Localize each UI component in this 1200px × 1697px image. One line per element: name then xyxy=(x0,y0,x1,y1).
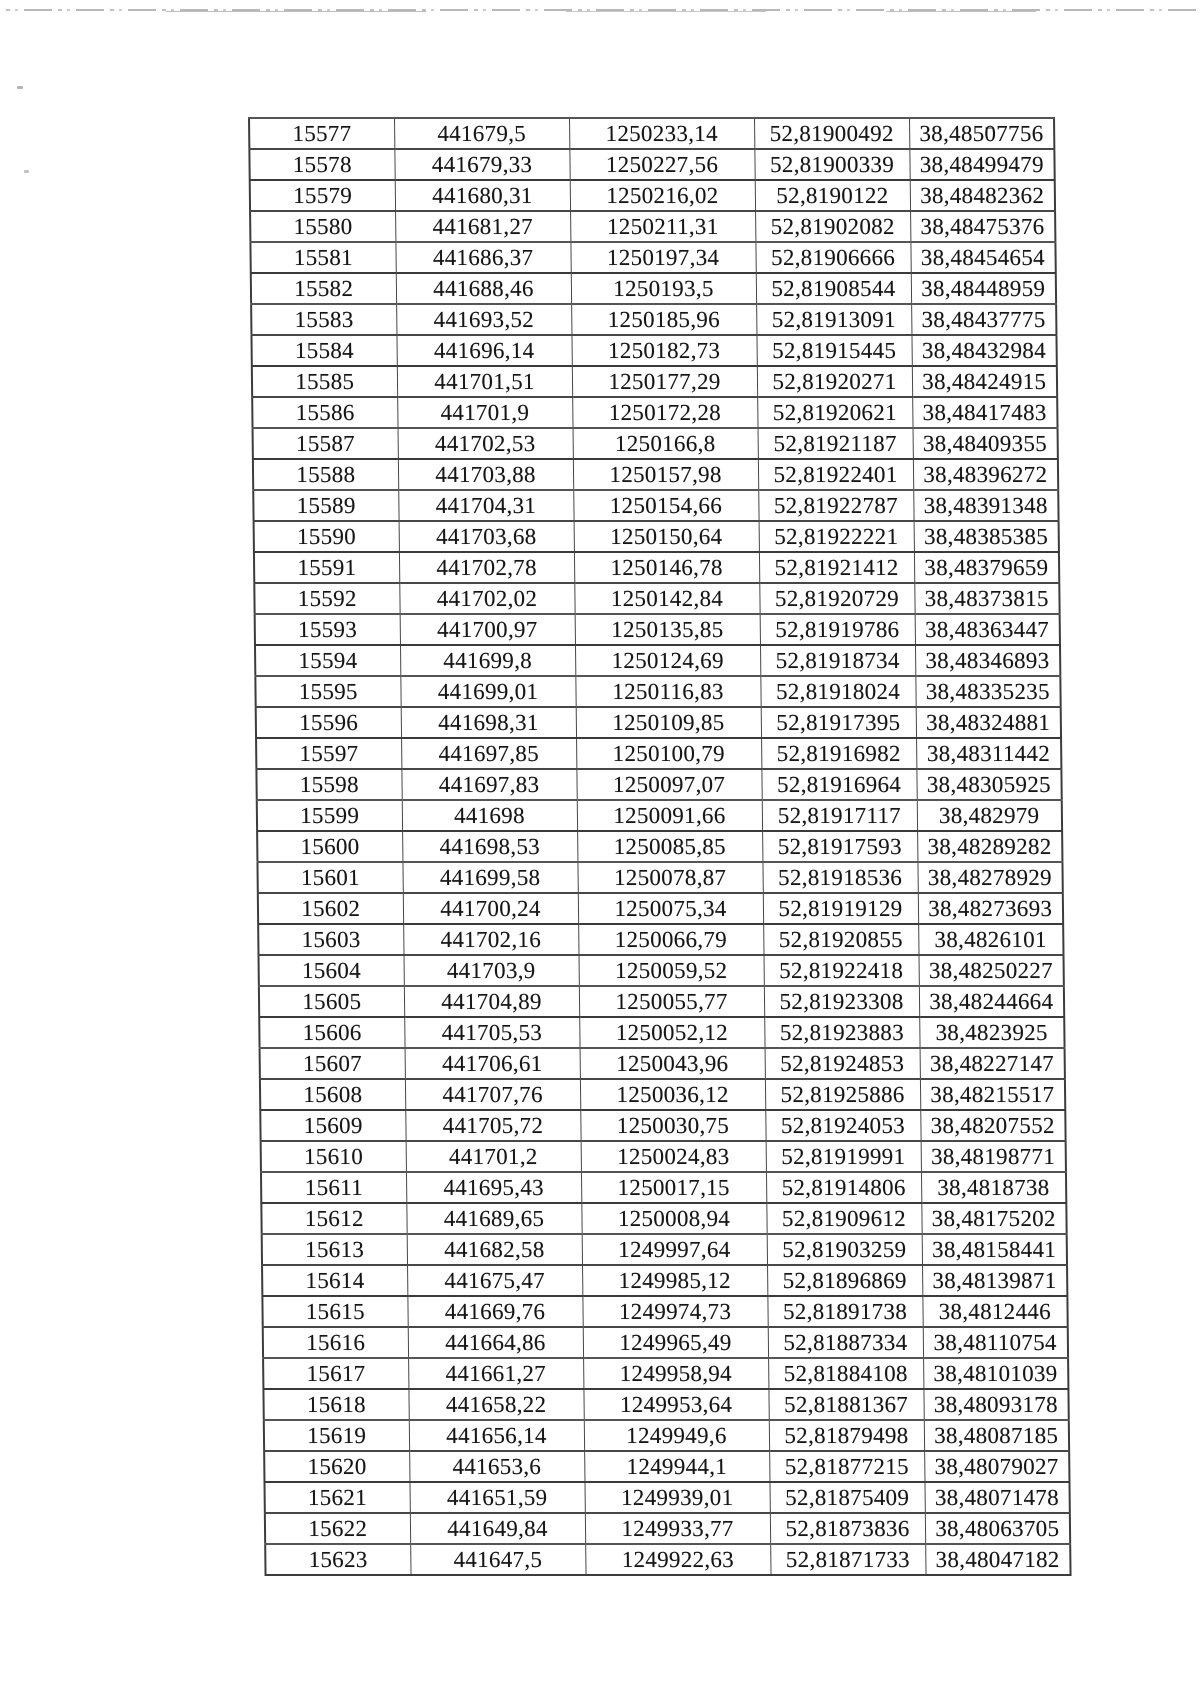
table-cell: 1249958,94 xyxy=(583,1358,768,1389)
table-row xyxy=(252,397,1057,428)
table-cell: 15613 xyxy=(262,1234,407,1265)
table-cell: 441651,59 xyxy=(409,1482,584,1513)
table-row xyxy=(264,1420,1069,1451)
scan-artifact-speck xyxy=(24,170,29,173)
table-cell: 38,4826101 xyxy=(918,924,1063,955)
table-cell: 441705,53 xyxy=(404,1017,579,1048)
table-cell: 15618 xyxy=(263,1389,408,1420)
table-row xyxy=(256,707,1061,738)
table-cell: 441699,8 xyxy=(400,645,575,676)
table-row xyxy=(263,1358,1068,1389)
table-cell: 38,48139871 xyxy=(922,1265,1067,1296)
table-cell: 15611 xyxy=(261,1172,406,1203)
table-cell: 1250193,5 xyxy=(571,273,756,304)
table-cell: 38,48424915 xyxy=(912,366,1057,397)
table-cell: 1250216,02 xyxy=(570,180,755,211)
table-row xyxy=(260,1110,1065,1141)
table-cell: 38,48087185 xyxy=(924,1420,1069,1451)
table-row xyxy=(254,521,1059,552)
table-cell: 1250135,85 xyxy=(575,614,760,645)
table-row xyxy=(256,769,1061,800)
table-cell: 441686,37 xyxy=(395,242,570,273)
table-cell: 441705,72 xyxy=(405,1110,580,1141)
table-cell: 15596 xyxy=(256,707,401,738)
table-cell: 52,81871733 xyxy=(770,1544,925,1575)
table-cell: 15590 xyxy=(254,521,399,552)
table-cell: 441699,58 xyxy=(402,862,577,893)
table-cell: 38,48071478 xyxy=(924,1482,1069,1513)
table-cell: 441701,2 xyxy=(406,1141,581,1172)
table-row xyxy=(257,800,1062,831)
table-cell: 38,48215517 xyxy=(920,1079,1065,1110)
table-cell: 15604 xyxy=(259,955,404,986)
scan-artifact-speck xyxy=(17,86,23,89)
table-cell: 38,48110754 xyxy=(923,1327,1068,1358)
table-row xyxy=(255,614,1060,645)
table-cell: 38,48396272 xyxy=(913,459,1058,490)
table-row xyxy=(249,149,1054,180)
table-row xyxy=(257,862,1062,893)
table-cell: 441697,85 xyxy=(401,738,576,769)
table-cell: 441699,01 xyxy=(400,676,575,707)
table-row xyxy=(258,893,1063,924)
table-cell: 15591 xyxy=(254,552,399,583)
table-cell: 38,48324881 xyxy=(916,707,1061,738)
table-cell: 1249985,12 xyxy=(582,1265,767,1296)
table-cell: 52,81921412 xyxy=(759,552,914,583)
table-cell: 15621 xyxy=(264,1482,409,1513)
table-cell: 38,48175202 xyxy=(921,1203,1066,1234)
table-cell: 441703,88 xyxy=(398,459,573,490)
table-cell: 38,48079027 xyxy=(924,1451,1069,1482)
table-cell: 52,81917395 xyxy=(761,707,916,738)
table-cell: 52,81922221 xyxy=(759,521,914,552)
table-cell: 441703,9 xyxy=(404,955,579,986)
table-cell: 38,48273693 xyxy=(918,893,1063,924)
table-cell: 15619 xyxy=(264,1420,409,1451)
table-cell: 52,81918734 xyxy=(760,645,915,676)
table-cell: 441658,22 xyxy=(408,1389,583,1420)
table-cell: 1250036,12 xyxy=(580,1079,765,1110)
table-cell: 15615 xyxy=(262,1296,407,1327)
table-cell: 52,81920729 xyxy=(759,583,914,614)
table-cell: 1250085,85 xyxy=(577,831,762,862)
table-cell: 1249974,73 xyxy=(582,1296,767,1327)
table-cell: 15600 xyxy=(257,831,402,862)
table-cell: 441653,6 xyxy=(409,1451,584,1482)
table-cell: 1250024,83 xyxy=(581,1141,766,1172)
table-cell: 52,81915445 xyxy=(756,335,911,366)
table-cell: 1249944,1 xyxy=(584,1451,769,1482)
table-cell: 15606 xyxy=(259,1017,404,1048)
table-cell: 441669,76 xyxy=(407,1296,582,1327)
table-row xyxy=(255,676,1060,707)
table-cell: 1250097,07 xyxy=(576,769,761,800)
table-row xyxy=(263,1327,1068,1358)
table-cell: 15594 xyxy=(255,645,400,676)
table-cell: 52,81916964 xyxy=(761,769,916,800)
table-cell: 15580 xyxy=(250,211,395,242)
table-cell: 52,81920271 xyxy=(757,366,912,397)
table-cell: 1250030,75 xyxy=(580,1110,765,1141)
table-cell: 52,81879498 xyxy=(769,1420,924,1451)
table-cell: 1250055,77 xyxy=(579,986,764,1017)
table-cell: 1249997,64 xyxy=(582,1234,767,1265)
table-cell: 52,81919786 xyxy=(760,614,915,645)
table-cell: 1249933,77 xyxy=(585,1513,770,1544)
table-cell: 1250109,85 xyxy=(576,707,761,738)
table-row xyxy=(260,1079,1065,1110)
table-cell: 38,48335235 xyxy=(915,676,1060,707)
table-cell: 52,81896869 xyxy=(767,1265,922,1296)
table-cell: 15598 xyxy=(256,769,401,800)
table-row xyxy=(251,273,1056,304)
table-cell: 441647,5 xyxy=(410,1544,585,1575)
table-cell: 15588 xyxy=(253,459,398,490)
table-cell: 15620 xyxy=(264,1451,409,1482)
table-cell: 15605 xyxy=(259,986,404,1017)
table-cell: 441679,33 xyxy=(394,149,569,180)
table-row xyxy=(260,1048,1065,1079)
table-row xyxy=(261,1172,1066,1203)
table-cell: 15609 xyxy=(260,1110,405,1141)
table-cell: 38,48448959 xyxy=(911,273,1056,304)
table-cell: 38,48305925 xyxy=(916,769,1061,800)
table-row xyxy=(252,366,1057,397)
table-cell: 1250185,96 xyxy=(571,304,756,335)
table-body xyxy=(249,118,1071,1575)
table-cell: 38,4812446 xyxy=(922,1296,1067,1327)
table-cell: 441702,53 xyxy=(398,428,573,459)
table-cell: 38,48063705 xyxy=(925,1513,1070,1544)
table-cell: 52,81891738 xyxy=(767,1296,922,1327)
table-cell: 1250177,29 xyxy=(572,366,757,397)
table-cell: 1250091,66 xyxy=(577,800,762,831)
table-cell: 38,48207552 xyxy=(920,1110,1065,1141)
table-cell: 1250142,84 xyxy=(574,583,759,614)
table-cell: 15607 xyxy=(260,1048,405,1079)
table-cell: 441693,52 xyxy=(396,304,571,335)
table-row xyxy=(264,1482,1069,1513)
table-row xyxy=(253,490,1058,521)
table-cell: 38,48363447 xyxy=(915,614,1060,645)
table-cell: 15601 xyxy=(257,862,402,893)
table-cell: 38,48198771 xyxy=(921,1141,1066,1172)
table-cell: 38,48379659 xyxy=(914,552,1059,583)
table-row xyxy=(265,1513,1070,1544)
table-row xyxy=(265,1544,1070,1575)
table-cell: 52,81925886 xyxy=(765,1079,920,1110)
table-cell: 52,81923308 xyxy=(764,986,919,1017)
table-cell: 52,81924053 xyxy=(765,1110,920,1141)
table-cell: 15597 xyxy=(256,738,401,769)
table-cell: 1250052,12 xyxy=(579,1017,764,1048)
table-cell: 38,4823925 xyxy=(919,1017,1064,1048)
table-cell: 15581 xyxy=(250,242,395,273)
table-cell: 441680,31 xyxy=(395,180,570,211)
table-cell: 1250017,15 xyxy=(581,1172,766,1203)
table-cell: 52,81906666 xyxy=(755,242,910,273)
table-cell: 38,48289282 xyxy=(917,831,1062,862)
table-cell: 15595 xyxy=(255,676,400,707)
table-row xyxy=(262,1296,1067,1327)
table-cell: 1250043,96 xyxy=(580,1048,765,1079)
table-cell: 441682,58 xyxy=(407,1234,582,1265)
table-row xyxy=(259,986,1064,1017)
table-cell: 52,81908544 xyxy=(756,273,911,304)
table-row xyxy=(251,304,1056,335)
table-cell: 38,48391348 xyxy=(913,490,1058,521)
table-cell: 15612 xyxy=(261,1203,406,1234)
table-cell: 15617 xyxy=(263,1358,408,1389)
table-cell: 441689,65 xyxy=(406,1203,581,1234)
table-cell: 15614 xyxy=(262,1265,407,1296)
table-cell: 441649,84 xyxy=(410,1513,585,1544)
table-cell: 52,81920621 xyxy=(757,397,912,428)
table-cell: 52,81900492 xyxy=(754,118,909,149)
table-cell: 1250146,78 xyxy=(574,552,759,583)
table-row xyxy=(262,1234,1067,1265)
table-cell: 52,81903259 xyxy=(767,1234,922,1265)
table-cell: 1249939,01 xyxy=(584,1482,769,1513)
table-cell: 52,81900339 xyxy=(754,149,909,180)
table-cell: 38,48432984 xyxy=(911,335,1056,366)
table-cell: 441697,83 xyxy=(401,769,576,800)
table-cell: 38,48227147 xyxy=(920,1048,1065,1079)
table-cell: 38,48482362 xyxy=(910,180,1055,211)
table-cell: 1250182,73 xyxy=(571,335,756,366)
table-cell: 1250172,28 xyxy=(572,397,757,428)
table-cell: 38,48346893 xyxy=(915,645,1060,676)
table-cell: 15622 xyxy=(265,1513,410,1544)
table-cell: 441679,5 xyxy=(394,118,569,149)
table-row xyxy=(262,1265,1067,1296)
table-cell: 38,48158441 xyxy=(922,1234,1067,1265)
table-cell: 1250227,56 xyxy=(569,149,754,180)
table-row xyxy=(257,831,1062,862)
table-cell: 1250078,87 xyxy=(577,862,762,893)
table-cell: 52,81923883 xyxy=(764,1017,919,1048)
table-cell: 15579 xyxy=(250,180,395,211)
table-cell: 1250150,64 xyxy=(574,521,759,552)
table-cell: 38,48409355 xyxy=(913,428,1058,459)
table-cell: 1249922,63 xyxy=(585,1544,770,1575)
table-row xyxy=(264,1451,1069,1482)
table-cell: 52,81921187 xyxy=(758,428,913,459)
table-cell: 441704,89 xyxy=(404,986,579,1017)
table-cell: 15582 xyxy=(251,273,396,304)
table-cell: 441700,24 xyxy=(403,893,578,924)
table-row xyxy=(249,118,1054,149)
table-cell: 52,81913091 xyxy=(756,304,911,335)
table-cell: 52,81918536 xyxy=(762,862,917,893)
table-row xyxy=(258,924,1063,955)
scan-artifact-line xyxy=(6,9,1196,12)
table-row xyxy=(259,955,1064,986)
table-cell: 52,81919129 xyxy=(763,893,918,924)
data-table-container xyxy=(248,117,1072,1576)
table-cell: 1250116,83 xyxy=(575,676,760,707)
table-cell: 52,81875409 xyxy=(769,1482,924,1513)
table-cell: 1249949,6 xyxy=(584,1420,769,1451)
table-cell: 52,81902082 xyxy=(755,211,910,242)
table-cell: 38,48101039 xyxy=(923,1358,1068,1389)
table-cell: 441698,31 xyxy=(401,707,576,738)
table-row xyxy=(250,180,1055,211)
table-cell: 1249953,64 xyxy=(583,1389,768,1420)
table-cell: 15602 xyxy=(258,893,403,924)
table-cell: 38,48244664 xyxy=(919,986,1064,1017)
table-cell: 1250233,14 xyxy=(569,118,754,149)
table-cell: 1249965,49 xyxy=(583,1327,768,1358)
table-cell: 441704,31 xyxy=(398,490,573,521)
table-cell: 52,81877215 xyxy=(769,1451,924,1482)
table-row xyxy=(254,552,1059,583)
table-row xyxy=(255,645,1060,676)
table-cell: 52,81873836 xyxy=(770,1513,925,1544)
table-cell: 15623 xyxy=(265,1544,410,1575)
table-cell: 15587 xyxy=(253,428,398,459)
table-cell: 38,48278929 xyxy=(917,862,1062,893)
table-cell: 52,81920855 xyxy=(763,924,918,955)
table-cell: 52,81922787 xyxy=(758,490,913,521)
table-cell: 441702,16 xyxy=(403,924,578,955)
table-cell: 52,8190122 xyxy=(755,180,910,211)
table-cell: 441698 xyxy=(402,800,577,831)
table-cell: 441702,02 xyxy=(399,583,574,614)
table-row xyxy=(253,428,1058,459)
table-cell: 1250166,8 xyxy=(573,428,758,459)
table-cell: 38,48454654 xyxy=(910,242,1055,273)
table-cell: 52,81919991 xyxy=(766,1141,921,1172)
table-cell: 1250157,98 xyxy=(573,459,758,490)
table-row xyxy=(259,1017,1064,1048)
table-cell: 52,81917593 xyxy=(762,831,917,862)
table-cell: 38,48311442 xyxy=(916,738,1061,769)
table-cell: 15586 xyxy=(252,397,397,428)
table-cell: 441702,78 xyxy=(399,552,574,583)
table-cell: 15616 xyxy=(263,1327,408,1358)
table-cell: 15577 xyxy=(249,118,394,149)
table-cell: 52,81884108 xyxy=(768,1358,923,1389)
table-cell: 15599 xyxy=(257,800,402,831)
table-cell: 38,48507756 xyxy=(909,118,1054,149)
table-cell: 52,81924853 xyxy=(765,1048,920,1079)
coordinate-data-table xyxy=(248,117,1072,1576)
table-cell: 441701,9 xyxy=(397,397,572,428)
table-cell: 38,48093178 xyxy=(923,1389,1068,1420)
table-cell: 441700,97 xyxy=(400,614,575,645)
table-cell: 1250124,69 xyxy=(575,645,760,676)
table-row xyxy=(261,1203,1066,1234)
table-cell: 441707,76 xyxy=(405,1079,580,1110)
table-cell: 441688,46 xyxy=(396,273,571,304)
table-cell: 38,48417483 xyxy=(912,397,1057,428)
table-cell: 38,482979 xyxy=(917,800,1062,831)
table-cell: 52,81916982 xyxy=(761,738,916,769)
table-cell: 15585 xyxy=(252,366,397,397)
table-cell: 441681,27 xyxy=(395,211,570,242)
table-cell: 1250197,34 xyxy=(570,242,755,273)
table-cell: 15589 xyxy=(253,490,398,521)
table-row xyxy=(250,211,1055,242)
table-cell: 52,81917117 xyxy=(762,800,917,831)
table-cell: 15593 xyxy=(255,614,400,645)
table-cell: 38,48385385 xyxy=(914,521,1059,552)
table-cell: 52,81922418 xyxy=(764,955,919,986)
table-row xyxy=(261,1141,1066,1172)
table-cell: 38,48047182 xyxy=(925,1544,1070,1575)
table-cell: 52,81914806 xyxy=(766,1172,921,1203)
table-row xyxy=(251,335,1056,366)
table-cell: 52,81918024 xyxy=(760,676,915,707)
table-cell: 1250100,79 xyxy=(576,738,761,769)
table-cell: 38,48437775 xyxy=(911,304,1056,335)
table-cell: 52,81909612 xyxy=(766,1203,921,1234)
table-cell: 38,48475376 xyxy=(910,211,1055,242)
table-cell: 441703,68 xyxy=(399,521,574,552)
table-cell: 15578 xyxy=(249,149,394,180)
table-cell: 441695,43 xyxy=(406,1172,581,1203)
table-cell: 15608 xyxy=(260,1079,405,1110)
table-row xyxy=(253,459,1058,490)
table-cell: 441664,86 xyxy=(408,1327,583,1358)
table-cell: 15583 xyxy=(251,304,396,335)
table-cell: 15610 xyxy=(261,1141,406,1172)
table-cell: 441706,61 xyxy=(405,1048,580,1079)
table-cell: 1250008,94 xyxy=(581,1203,766,1234)
table-cell: 441656,14 xyxy=(409,1420,584,1451)
table-cell: 52,81887334 xyxy=(768,1327,923,1358)
table-row xyxy=(263,1389,1068,1420)
table-cell: 441675,47 xyxy=(407,1265,582,1296)
table-row xyxy=(254,583,1059,614)
table-cell: 1250059,52 xyxy=(579,955,764,986)
table-cell: 1250066,79 xyxy=(578,924,763,955)
table-cell: 1250075,34 xyxy=(578,893,763,924)
table-cell: 52,81922401 xyxy=(758,459,913,490)
table-cell: 15584 xyxy=(251,335,396,366)
table-cell: 38,48499479 xyxy=(909,149,1054,180)
table-cell: 38,48250227 xyxy=(919,955,1064,986)
table-cell: 38,48373815 xyxy=(914,583,1059,614)
table-row xyxy=(250,242,1055,273)
table-cell: 441701,51 xyxy=(397,366,572,397)
table-cell: 52,81881367 xyxy=(768,1389,923,1420)
table-cell: 441698,53 xyxy=(402,831,577,862)
table-cell: 15592 xyxy=(254,583,399,614)
table-cell: 441696,14 xyxy=(396,335,571,366)
table-row xyxy=(256,738,1061,769)
table-cell: 15603 xyxy=(258,924,403,955)
table-cell: 1250211,31 xyxy=(570,211,755,242)
table-cell: 441661,27 xyxy=(408,1358,583,1389)
table-cell: 38,4818738 xyxy=(921,1172,1066,1203)
table-cell: 1250154,66 xyxy=(573,490,758,521)
